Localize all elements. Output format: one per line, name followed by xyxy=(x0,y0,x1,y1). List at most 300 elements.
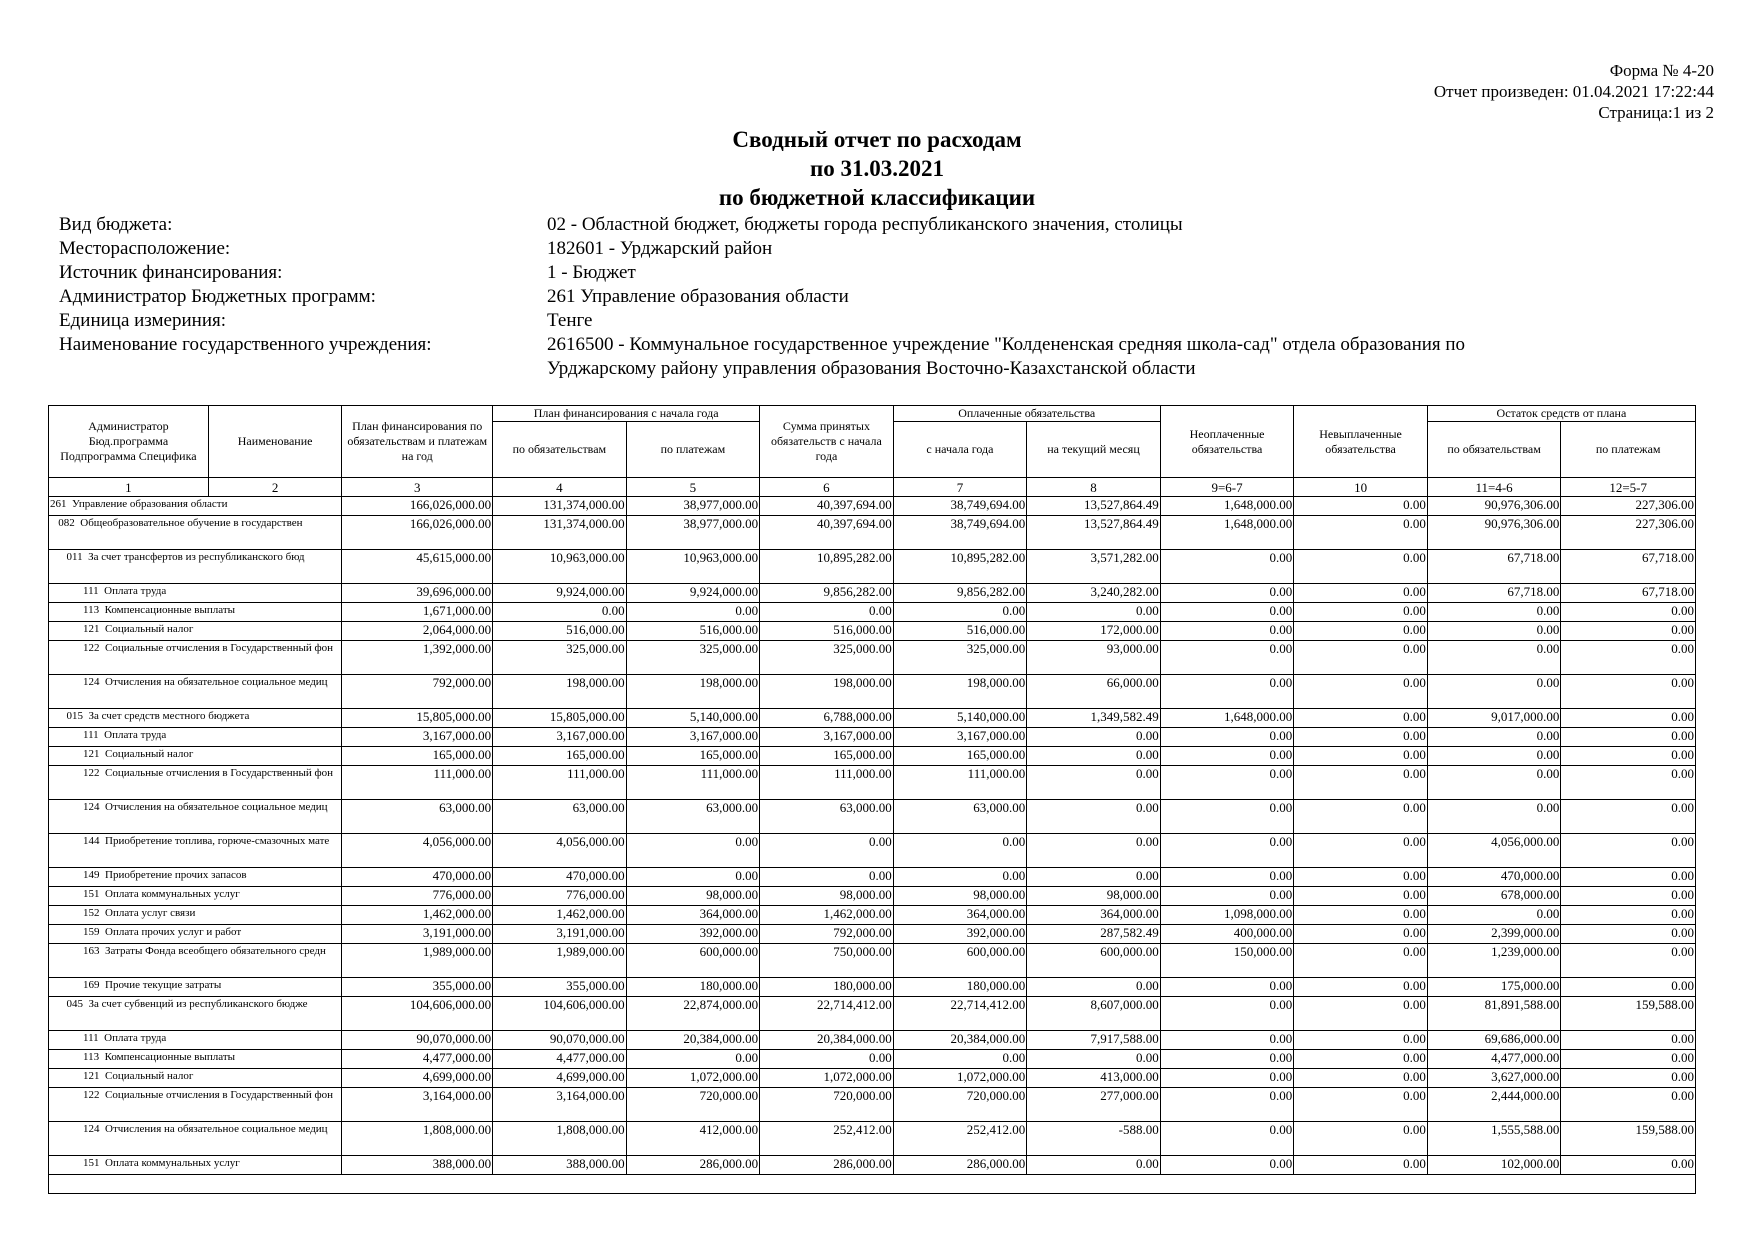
row-value: 4,699,000.00 xyxy=(342,1069,493,1088)
row-value: 67,718.00 xyxy=(1427,550,1561,584)
row-value: 792,000.00 xyxy=(342,675,493,709)
row-value: 0.00 xyxy=(1427,641,1561,675)
row-value: 0.00 xyxy=(1160,728,1294,747)
table-row xyxy=(49,497,1696,516)
row-value: 0.00 xyxy=(1160,868,1294,887)
row-name: 152 Оплата услуг связи xyxy=(49,906,342,925)
row-value: 516,000.00 xyxy=(760,622,894,641)
row-value: 63,000.00 xyxy=(626,800,760,834)
row-value: 4,056,000.00 xyxy=(1427,834,1561,868)
expense-report-table xyxy=(48,405,1696,1194)
column-number: 5 xyxy=(626,478,760,497)
row-value: 0.00 xyxy=(1160,641,1294,675)
table-body xyxy=(49,497,1696,1194)
row-value: 0.00 xyxy=(1160,1050,1294,1069)
row-value: 4,056,000.00 xyxy=(342,834,493,868)
row-value: 0.00 xyxy=(626,1050,760,1069)
row-value: 0.00 xyxy=(1427,728,1561,747)
table-row xyxy=(49,766,1696,800)
row-value: 0.00 xyxy=(893,834,1027,868)
row-value: 1,808,000.00 xyxy=(342,1122,493,1156)
row-value: 38,977,000.00 xyxy=(626,497,760,516)
table-row xyxy=(49,603,1696,622)
row-value: 227,306.00 xyxy=(1561,497,1696,516)
row-value: 93,000.00 xyxy=(1027,641,1161,675)
column-number: 6 xyxy=(760,478,894,497)
row-value: 0.00 xyxy=(1160,1156,1294,1175)
row-value: 0.00 xyxy=(1294,1088,1428,1122)
row-value: 67,718.00 xyxy=(1427,584,1561,603)
row-value: 9,924,000.00 xyxy=(493,584,627,603)
info-label: Единица измериния: xyxy=(59,310,227,331)
row-name: 113 Компенсационные выплаты xyxy=(49,603,342,622)
row-value: 2,444,000.00 xyxy=(1427,1088,1561,1122)
row-value: 1,989,000.00 xyxy=(342,944,493,978)
row-value: 0.00 xyxy=(1561,906,1696,925)
row-value: 0.00 xyxy=(1561,800,1696,834)
row-value: 40,397,694.00 xyxy=(760,497,894,516)
row-value: 0.00 xyxy=(1427,675,1561,709)
row-value: 0.00 xyxy=(626,868,760,887)
row-value: 413,000.00 xyxy=(1027,1069,1161,1088)
row-value: 325,000.00 xyxy=(493,641,627,675)
row-value: 470,000.00 xyxy=(342,868,493,887)
row-value: 227,306.00 xyxy=(1561,516,1696,550)
table-row xyxy=(49,834,1696,868)
row-value: 0.00 xyxy=(1427,622,1561,641)
row-value: 0.00 xyxy=(1294,603,1428,622)
row-value: 0.00 xyxy=(1561,868,1696,887)
row-value: 63,000.00 xyxy=(893,800,1027,834)
row-value: 516,000.00 xyxy=(493,622,627,641)
row-value: 392,000.00 xyxy=(893,925,1027,944)
table-row xyxy=(49,1050,1696,1069)
row-value: 15,805,000.00 xyxy=(342,709,493,728)
row-value: 3,167,000.00 xyxy=(493,728,627,747)
row-value: 166,026,000.00 xyxy=(342,516,493,550)
row-value: 776,000.00 xyxy=(342,887,493,906)
row-value: 286,000.00 xyxy=(893,1156,1027,1175)
row-value: 0.00 xyxy=(1160,603,1294,622)
row-value: 0.00 xyxy=(1294,1122,1428,1156)
row-value: 0.00 xyxy=(1294,887,1428,906)
row-value: 0.00 xyxy=(1027,1050,1161,1069)
table-row xyxy=(49,675,1696,709)
row-value: 0.00 xyxy=(1561,1156,1696,1175)
row-name: 121 Социальный налог xyxy=(49,1069,342,1088)
row-value: 252,412.00 xyxy=(760,1122,894,1156)
row-value: 63,000.00 xyxy=(760,800,894,834)
row-value: 3,164,000.00 xyxy=(342,1088,493,1122)
info-value: Тенге xyxy=(547,310,593,331)
row-value: 0.00 xyxy=(1294,584,1428,603)
row-value: 0.00 xyxy=(1561,834,1696,868)
row-name: 045 За счет субвенций из республиканского бюдже xyxy=(49,997,342,1031)
row-value: 0.00 xyxy=(1160,1122,1294,1156)
row-value: 131,374,000.00 xyxy=(493,497,627,516)
row-value: 0.00 xyxy=(1294,516,1428,550)
title-line-1: Сводный отчет по расходам xyxy=(732,127,1022,152)
row-value: 1,648,000.00 xyxy=(1160,516,1294,550)
row-value: 516,000.00 xyxy=(626,622,760,641)
row-value: 0.00 xyxy=(1294,925,1428,944)
row-name: 015 За счет средств местного бюджета xyxy=(49,709,342,728)
row-value: 98,000.00 xyxy=(893,887,1027,906)
row-value: 0.00 xyxy=(1294,834,1428,868)
title-line-3: по бюджетной классификации xyxy=(718,185,1036,210)
row-value: 0.00 xyxy=(1561,1088,1696,1122)
row-name: 111 Оплата труда xyxy=(49,1031,342,1050)
row-value: 0.00 xyxy=(1027,1156,1161,1175)
row-value: 180,000.00 xyxy=(626,978,760,997)
row-value: 159,588.00 xyxy=(1561,997,1696,1031)
row-name: 122 Социальные отчисления в Государственный фон xyxy=(49,641,342,675)
row-value: 0.00 xyxy=(1294,997,1428,1031)
row-value: 198,000.00 xyxy=(626,675,760,709)
row-value: 392,000.00 xyxy=(626,925,760,944)
row-value: 0.00 xyxy=(1027,747,1161,766)
row-value: 98,000.00 xyxy=(1027,887,1161,906)
row-value: 0.00 xyxy=(1294,906,1428,925)
row-value: 0.00 xyxy=(1294,1156,1428,1175)
column-number: 8 xyxy=(1027,478,1161,497)
table-row xyxy=(49,709,1696,728)
row-value: 0.00 xyxy=(1294,868,1428,887)
row-value: 0.00 xyxy=(1294,766,1428,800)
row-value: 3,191,000.00 xyxy=(342,925,493,944)
table-row xyxy=(49,978,1696,997)
column-number: 10 xyxy=(1294,478,1428,497)
info-label: Администратор Бюджетных программ: xyxy=(59,286,376,307)
row-value: 0.00 xyxy=(1160,622,1294,641)
row-value: 0.00 xyxy=(1294,747,1428,766)
row-value: 286,000.00 xyxy=(626,1156,760,1175)
row-value: 516,000.00 xyxy=(893,622,1027,641)
row-value: 0.00 xyxy=(1294,497,1428,516)
row-value: 355,000.00 xyxy=(342,978,493,997)
row-value: 131,374,000.00 xyxy=(493,516,627,550)
row-value: 0.00 xyxy=(760,603,894,622)
table-row xyxy=(49,1031,1696,1050)
row-value: 1,462,000.00 xyxy=(493,906,627,925)
row-value: 0.00 xyxy=(1294,978,1428,997)
row-value: 325,000.00 xyxy=(626,641,760,675)
row-value: 0.00 xyxy=(1561,622,1696,641)
row-name: 163 Затраты Фонда всеобщего обязательного средн xyxy=(49,944,342,978)
row-value: 0.00 xyxy=(1294,709,1428,728)
row-value: 388,000.00 xyxy=(342,1156,493,1175)
table-row xyxy=(49,906,1696,925)
row-value: 0.00 xyxy=(1294,1050,1428,1069)
row-value: 325,000.00 xyxy=(893,641,1027,675)
row-name: 124 Отчисления на обязательное социальное медиц xyxy=(49,1122,342,1156)
info-value: 182601 - Урджарский район xyxy=(547,238,773,259)
row-value: 0.00 xyxy=(1561,978,1696,997)
row-value: 39,696,000.00 xyxy=(342,584,493,603)
row-value: 9,856,282.00 xyxy=(893,584,1027,603)
row-value: 20,384,000.00 xyxy=(626,1031,760,1050)
row-value: 111,000.00 xyxy=(342,766,493,800)
row-value: 111,000.00 xyxy=(493,766,627,800)
row-value: 0.00 xyxy=(1160,800,1294,834)
row-value: 720,000.00 xyxy=(760,1088,894,1122)
row-value: 0.00 xyxy=(1427,603,1561,622)
row-value: 10,963,000.00 xyxy=(493,550,627,584)
row-name: 122 Социальные отчисления в Государственный фон xyxy=(49,766,342,800)
column-numbers-row xyxy=(49,478,1696,497)
row-value: 0.00 xyxy=(893,1050,1027,1069)
table-row xyxy=(49,925,1696,944)
row-name: 011 За счет трансфертов из республиканского бюд xyxy=(49,550,342,584)
row-value: 20,384,000.00 xyxy=(760,1031,894,1050)
column-number: 2 xyxy=(208,478,342,497)
row-value: 15,805,000.00 xyxy=(493,709,627,728)
row-value: 8,607,000.00 xyxy=(1027,997,1161,1031)
table-row xyxy=(49,641,1696,675)
row-value: 13,527,864.49 xyxy=(1027,516,1161,550)
row-value: 600,000.00 xyxy=(1027,944,1161,978)
row-value: 0.00 xyxy=(1427,800,1561,834)
row-value: 0.00 xyxy=(1160,550,1294,584)
row-value: 0.00 xyxy=(1561,887,1696,906)
row-value: 98,000.00 xyxy=(626,887,760,906)
header-admin: Администратор Бюд.программа Подпрограмма Специфика xyxy=(49,406,209,478)
row-value: 0.00 xyxy=(893,868,1027,887)
row-value: 13,527,864.49 xyxy=(1027,497,1161,516)
row-value: 0.00 xyxy=(893,603,1027,622)
row-value: 1,671,000.00 xyxy=(342,603,493,622)
row-value: 38,749,694.00 xyxy=(893,516,1027,550)
row-value: 198,000.00 xyxy=(893,675,1027,709)
row-value: 10,895,282.00 xyxy=(893,550,1027,584)
row-value: 4,477,000.00 xyxy=(493,1050,627,1069)
row-name: 113 Компенсационные выплаты xyxy=(49,1050,342,1069)
row-value: 38,977,000.00 xyxy=(626,516,760,550)
row-value: 0.00 xyxy=(1160,997,1294,1031)
column-number: 11=4-6 xyxy=(1427,478,1561,497)
row-value: 1,462,000.00 xyxy=(760,906,894,925)
report-title xyxy=(0,125,1754,212)
row-value: 1,098,000.00 xyxy=(1160,906,1294,925)
table-row xyxy=(49,944,1696,978)
row-value: 0.00 xyxy=(1294,728,1428,747)
row-value: 1,648,000.00 xyxy=(1160,709,1294,728)
row-value: 0.00 xyxy=(1160,887,1294,906)
row-name: 124 Отчисления на обязательное социальное медиц xyxy=(49,675,342,709)
header-plan-start: План финансирования с начала года xyxy=(493,406,760,422)
row-value: 1,072,000.00 xyxy=(893,1069,1027,1088)
row-value: 678,000.00 xyxy=(1427,887,1561,906)
table-row xyxy=(49,1088,1696,1122)
table-row xyxy=(49,516,1696,550)
info-label: Наименование государственного учреждения: xyxy=(59,334,432,355)
row-value: 20,384,000.00 xyxy=(893,1031,1027,1050)
row-value: 0.00 xyxy=(626,834,760,868)
row-value: 3,240,282.00 xyxy=(1027,584,1161,603)
row-value: 1,648,000.00 xyxy=(1160,497,1294,516)
header-paid-start: с начала года xyxy=(893,422,1027,478)
row-value: 0.00 xyxy=(1561,925,1696,944)
row-value: 6,788,000.00 xyxy=(760,709,894,728)
form-number: Форма № 4-20 xyxy=(1609,61,1714,80)
row-value: 1,392,000.00 xyxy=(342,641,493,675)
row-value: 325,000.00 xyxy=(760,641,894,675)
row-value: 180,000.00 xyxy=(893,978,1027,997)
row-value: 111,000.00 xyxy=(626,766,760,800)
header-plan-year: План финансирования по обязательствам и платежам на год xyxy=(342,406,493,478)
row-value: 0.00 xyxy=(1160,1069,1294,1088)
row-value: 0.00 xyxy=(1160,1031,1294,1050)
row-value: 3,167,000.00 xyxy=(893,728,1027,747)
row-value: 165,000.00 xyxy=(893,747,1027,766)
row-value: 0.00 xyxy=(1561,1069,1696,1088)
row-name: 082 Общеобразовательное обучение в государствен xyxy=(49,516,342,550)
row-name: 144 Приобретение топлива, горюче-смазочных мате xyxy=(49,834,342,868)
row-value: 0.00 xyxy=(1561,747,1696,766)
info-value: 1 - Бюджет xyxy=(547,262,636,283)
row-value: 10,963,000.00 xyxy=(626,550,760,584)
row-value: 198,000.00 xyxy=(493,675,627,709)
row-value: 0.00 xyxy=(1027,800,1161,834)
column-number: 12=5-7 xyxy=(1561,478,1696,497)
row-value: 3,167,000.00 xyxy=(342,728,493,747)
row-value: 3,627,000.00 xyxy=(1427,1069,1561,1088)
row-value: 166,026,000.00 xyxy=(342,497,493,516)
row-value: 9,924,000.00 xyxy=(626,584,760,603)
row-value: 1,808,000.00 xyxy=(493,1122,627,1156)
row-value: 252,412.00 xyxy=(893,1122,1027,1156)
row-value: 0.00 xyxy=(760,868,894,887)
row-value: 90,976,306.00 xyxy=(1427,516,1561,550)
row-value: 0.00 xyxy=(1294,944,1428,978)
row-value: 0.00 xyxy=(1294,550,1428,584)
row-value: 412,000.00 xyxy=(626,1122,760,1156)
row-value: 1,989,000.00 xyxy=(493,944,627,978)
row-name: 122 Социальные отчисления в Государственный фон xyxy=(49,1088,342,1122)
row-value: 0.00 xyxy=(760,834,894,868)
row-value: 2,064,000.00 xyxy=(342,622,493,641)
row-value: 0.00 xyxy=(1027,978,1161,997)
row-value: 98,000.00 xyxy=(760,887,894,906)
row-value: 0.00 xyxy=(1561,1031,1696,1050)
column-number: 7 xyxy=(893,478,1027,497)
row-value: 0.00 xyxy=(1561,766,1696,800)
row-value: 111,000.00 xyxy=(893,766,1027,800)
row-value: 9,856,282.00 xyxy=(760,584,894,603)
row-value: 600,000.00 xyxy=(626,944,760,978)
header-rem-payments: по платежам xyxy=(1561,422,1696,478)
row-value: 0.00 xyxy=(1561,1050,1696,1069)
info-value: 02 - Областной бюджет, бюджеты города республиканского значения, столицы xyxy=(547,214,1183,235)
row-value: 165,000.00 xyxy=(342,747,493,766)
row-value: -588.00 xyxy=(1027,1122,1161,1156)
row-value: 1,072,000.00 xyxy=(626,1069,760,1088)
table-row xyxy=(49,1156,1696,1175)
column-number: 3 xyxy=(342,478,493,497)
header-rem-obligations: по обязательствам xyxy=(1427,422,1561,478)
row-value: 3,571,282.00 xyxy=(1027,550,1161,584)
row-value: 198,000.00 xyxy=(760,675,894,709)
info-value: 261 Управление образования области xyxy=(547,286,849,307)
row-value: 1,555,588.00 xyxy=(1427,1122,1561,1156)
report-meta xyxy=(1434,60,1714,123)
row-value: 0.00 xyxy=(1561,675,1696,709)
row-value: 470,000.00 xyxy=(1427,868,1561,887)
row-value: 0.00 xyxy=(1427,747,1561,766)
row-name: 111 Оплата труда xyxy=(49,728,342,747)
row-value: 0.00 xyxy=(1160,584,1294,603)
table-row xyxy=(49,1122,1696,1156)
row-value: 4,699,000.00 xyxy=(493,1069,627,1088)
header-plan-payments: по платежам xyxy=(626,422,760,478)
row-value: 0.00 xyxy=(1294,675,1428,709)
row-name: 111 Оплата труда xyxy=(49,584,342,603)
row-value: 0.00 xyxy=(1160,1088,1294,1122)
row-value: 0.00 xyxy=(1027,728,1161,747)
column-number: 1 xyxy=(49,478,209,497)
row-value: 67,718.00 xyxy=(1561,584,1696,603)
row-value: 364,000.00 xyxy=(626,906,760,925)
row-value: 67,718.00 xyxy=(1561,550,1696,584)
info-value: 2616500 - Коммунальное государственное учреждение "Колдененская средняя школа-сад" отдела образования по Урджарскому району управления образования Восточно-Казахстанской области xyxy=(547,334,1466,379)
row-value: 9,017,000.00 xyxy=(1427,709,1561,728)
row-value: 159,588.00 xyxy=(1561,1122,1696,1156)
row-value: 81,891,588.00 xyxy=(1427,997,1561,1031)
row-value: 0.00 xyxy=(1427,766,1561,800)
header-paid: Оплаченные обязательства xyxy=(893,406,1160,422)
table-row xyxy=(49,800,1696,834)
row-value: 3,167,000.00 xyxy=(626,728,760,747)
row-value: 111,000.00 xyxy=(760,766,894,800)
table-row xyxy=(49,887,1696,906)
row-value: 0.00 xyxy=(1561,641,1696,675)
row-value: 22,714,412.00 xyxy=(760,997,894,1031)
row-value: 1,349,582.49 xyxy=(1027,709,1161,728)
column-number: 4 xyxy=(493,478,627,497)
row-value: 0.00 xyxy=(1427,906,1561,925)
row-name: 124 Отчисления на обязательное социальное медиц xyxy=(49,800,342,834)
row-value: 90,070,000.00 xyxy=(493,1031,627,1050)
header-remaining: Остаток средств от плана xyxy=(1427,406,1695,422)
header-unfulfilled: Невыплаченные обязательства xyxy=(1294,406,1428,478)
row-name: 261 Управление образования области xyxy=(49,497,342,516)
row-value: 90,070,000.00 xyxy=(342,1031,493,1050)
row-value: 0.00 xyxy=(1027,834,1161,868)
row-name: 149 Приобретение прочих запасов xyxy=(49,868,342,887)
row-value: 0.00 xyxy=(1294,641,1428,675)
row-name: 151 Оплата коммунальных услуг xyxy=(49,1156,342,1175)
row-value: 40,397,694.00 xyxy=(760,516,894,550)
row-value: 102,000.00 xyxy=(1427,1156,1561,1175)
row-value: 0.00 xyxy=(1160,834,1294,868)
table-row xyxy=(49,868,1696,887)
row-value: 4,056,000.00 xyxy=(493,834,627,868)
row-value: 0.00 xyxy=(1160,747,1294,766)
row-value: 364,000.00 xyxy=(893,906,1027,925)
row-value: 10,895,282.00 xyxy=(760,550,894,584)
row-value: 45,615,000.00 xyxy=(342,550,493,584)
row-value: 0.00 xyxy=(493,603,627,622)
row-value: 165,000.00 xyxy=(760,747,894,766)
row-value: 90,976,306.00 xyxy=(1427,497,1561,516)
row-value: 0.00 xyxy=(1561,709,1696,728)
header-name: Наименование xyxy=(208,406,342,478)
row-value: 364,000.00 xyxy=(1027,906,1161,925)
title-line-2: по 31.03.2021 xyxy=(809,156,944,181)
empty-row xyxy=(49,1175,1696,1194)
row-value: 3,167,000.00 xyxy=(760,728,894,747)
row-value: 0.00 xyxy=(1160,978,1294,997)
